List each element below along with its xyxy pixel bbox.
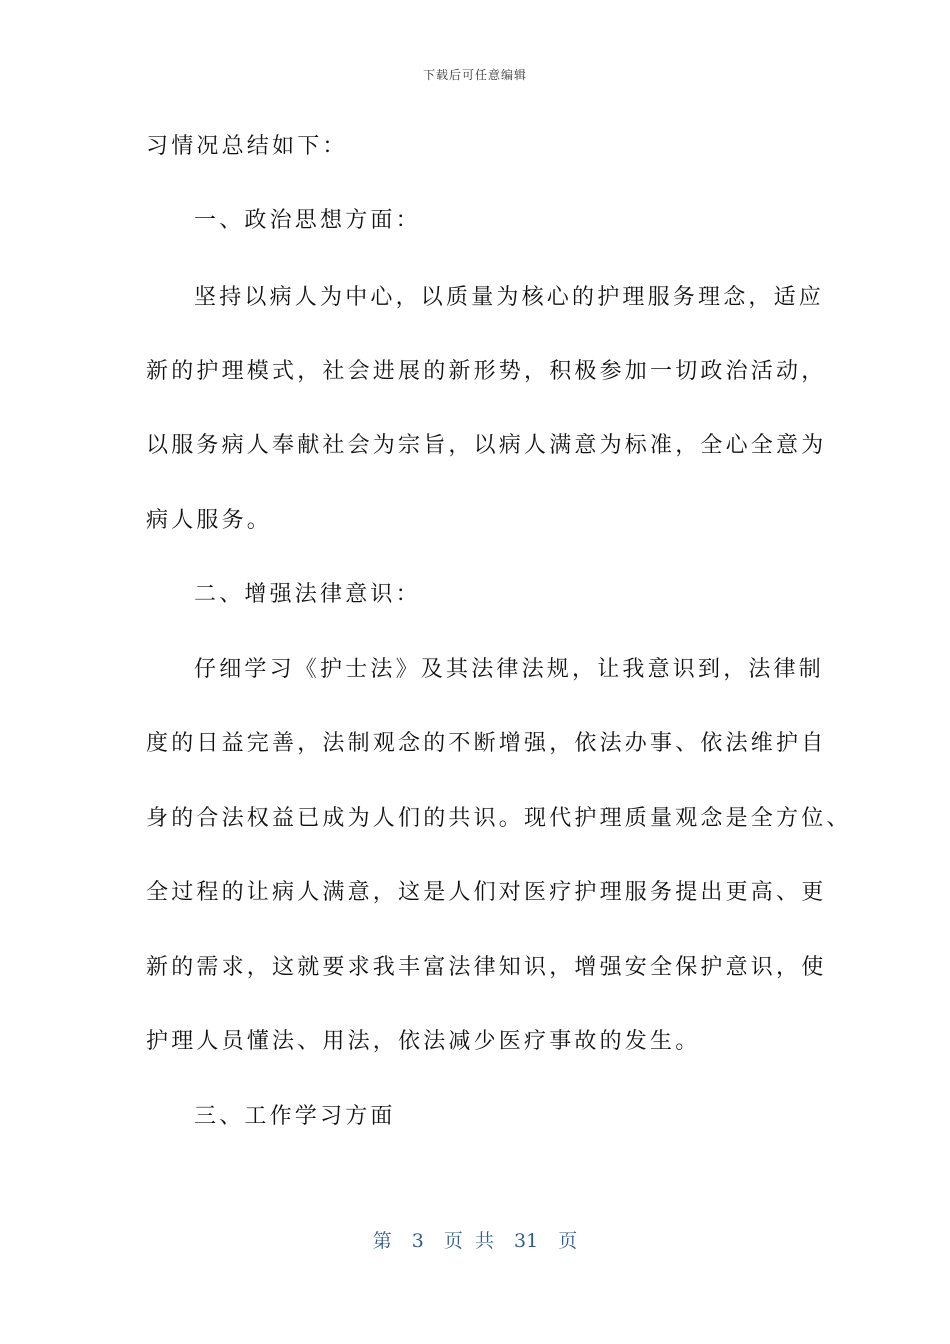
footer-suffix: 页 [558,1230,578,1252]
current-page-number: 3 [411,1230,424,1252]
text-line: 仔细学习《护士法》及其法律法规，让我意识到，法律制 [194,657,825,682]
text-line: 度的日益完善，法制观念的不断增强，依法办事、依法维护自 [146,731,827,756]
section-heading: 一、政治思想方面： [194,208,421,233]
text-line: 身的合法权益已成为人们的共识。现代护理质量观念是全方位、 [146,806,852,831]
section-heading: 二、增强法律意识： [194,582,421,607]
text-line: 习情况总结如下： [146,134,348,159]
footer-middle: 页 共 [443,1230,494,1252]
text-line: 病人服务。 [146,508,273,533]
text-line: 以服务病人奉献社会为宗旨，以病人满意为标准，全心全意为 [146,433,827,458]
total-pages: 31 [514,1230,539,1252]
text-line: 坚持以病人为中心，以质量为核心的护理服务理念，适应 [194,285,825,310]
footer-prefix: 第 [372,1230,392,1252]
page-header: 下载后可任意编辑 [422,68,527,82]
section-heading: 三、工作学习方面 [194,1104,396,1129]
page-number-footer [0,1226,950,1253]
text-line: 全过程的让病人满意，这是人们对医疗护理服务提出更高、更 [146,880,827,905]
text-line: 新的护理模式，社会进展的新形势，积极参加一切政治活动， [146,359,827,384]
text-line: 护理人员懂法、用法，依法减少医疗事故的发生。 [146,1029,701,1054]
text-line: 新的需求，这就要求我丰富法律知识，增强安全保护意识，使 [146,955,827,980]
